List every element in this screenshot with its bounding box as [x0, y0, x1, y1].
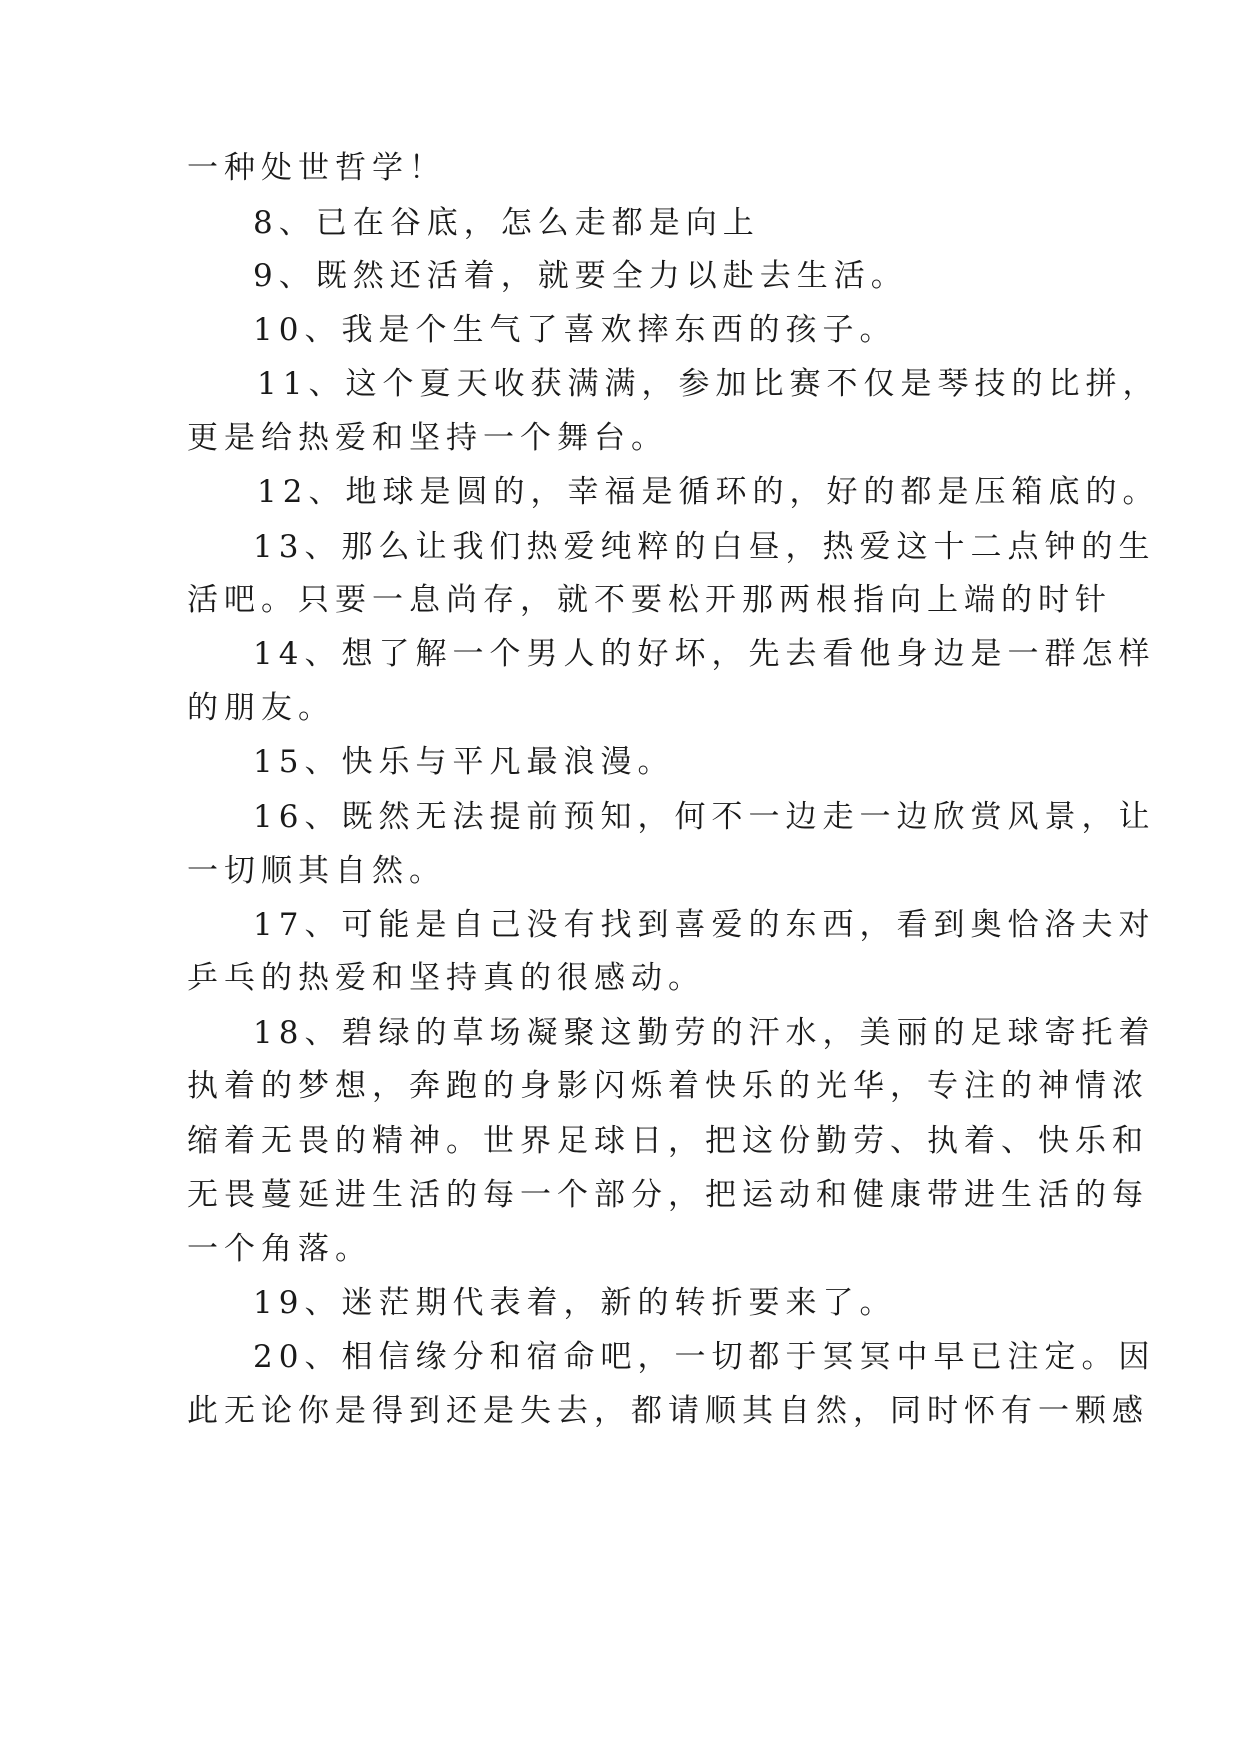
text-line: 12、地球是圆的，幸福是循环的，好的都是压箱底的。: [257, 474, 1160, 510]
text-line: 15、快乐与平凡最浪漫。: [253, 744, 675, 780]
text-line: 更是给热爱和坚持一个舞台。: [187, 420, 668, 456]
text-line: 执着的梦想，奔跑的身影闪烁着快乐的光华，专注的神情浓: [187, 1068, 1149, 1104]
text-line: 缩着无畏的精神。世界足球日，把这份勤劳、执着、快乐和: [187, 1123, 1149, 1159]
text-line: 10、我是个生气了喜欢摔东西的孩子。: [253, 312, 897, 348]
text-line: 18、碧绿的草场凝聚这勤劳的汗水，美丽的足球寄托着: [253, 1015, 1156, 1051]
text-line: 一切顺其自然。: [187, 853, 446, 889]
text-line: 一个角落。: [187, 1231, 372, 1267]
text-line: 14、想了解一个男人的好坏，先去看他身边是一群怎样: [253, 636, 1156, 672]
text-line: 20、相信缘分和宿命吧，一切都于冥冥中早已注定。因: [253, 1339, 1156, 1375]
text-line: 无畏蔓延进生活的每一个部分，把运动和健康带进生活的每: [187, 1177, 1149, 1213]
text-line: 13、那么让我们热爱纯粹的白昼，热爱这十二点钟的生: [253, 529, 1156, 565]
text-line: 19、迷茫期代表着，新的转折要来了。: [253, 1285, 897, 1321]
text-line: 此无论你是得到还是失去，都请顺其自然，同时怀有一颗感: [187, 1393, 1149, 1429]
text-line: 11、这个夏天收获满满，参加比赛不仅是琴技的比拼，: [257, 366, 1160, 402]
text-line: 17、可能是自己没有找到喜爱的东西，看到奥恰洛夫对: [253, 907, 1156, 943]
text-line: 活吧。只要一息尚存，就不要松开那两根指向上端的时针: [187, 582, 1112, 618]
text-line: 8、已在谷底，怎么走都是向上: [253, 205, 760, 241]
text-line: 的朋友。: [187, 690, 335, 726]
text-line: 乒乓的热爱和坚持真的很感动。: [187, 960, 705, 996]
text-line: 9、既然还活着，就要全力以赴去生活。: [253, 258, 908, 294]
text-line: 一种处世哲学！: [187, 150, 446, 186]
text-line: 16、既然无法提前预知，何不一边走一边欣赏风景，让: [253, 799, 1156, 835]
